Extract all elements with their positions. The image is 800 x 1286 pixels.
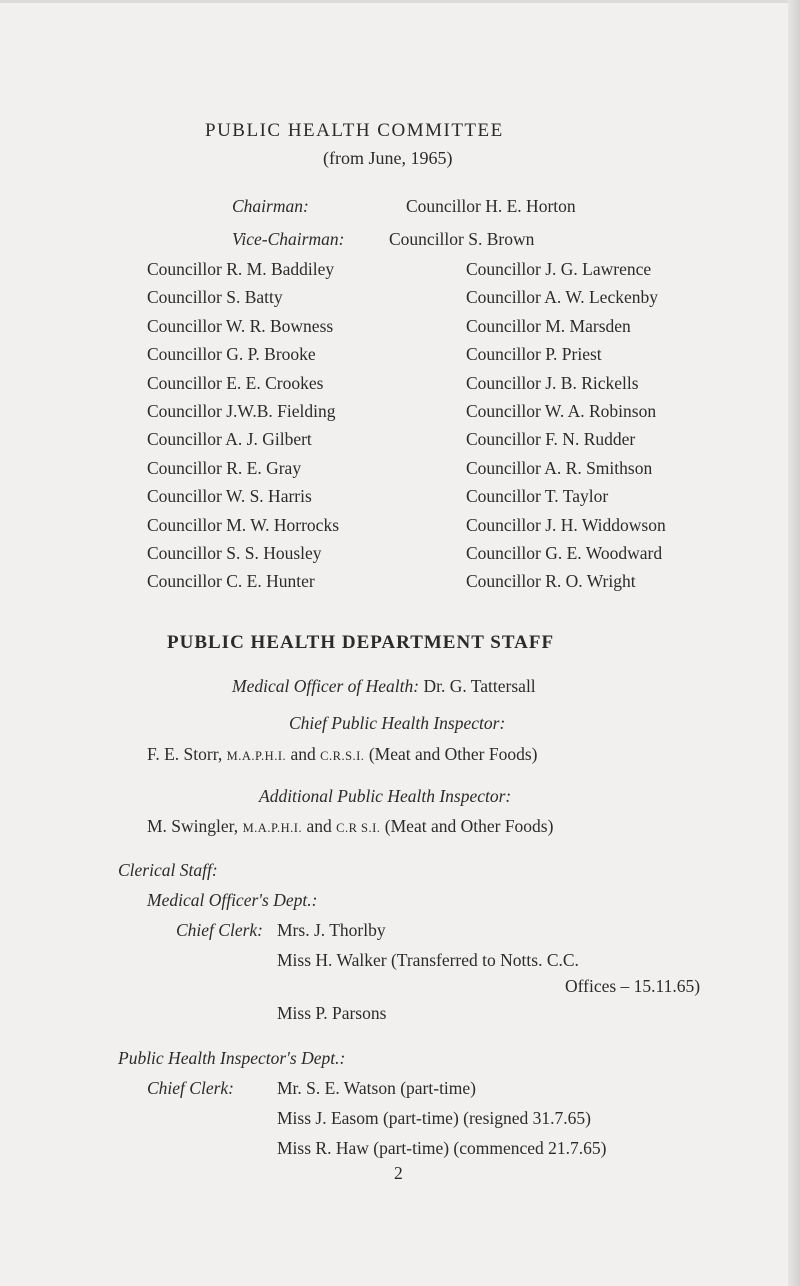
- mo-staff-1: Miss H. Walker (Transferred to Notts. C.C.: [277, 950, 579, 970]
- aphi-name: M. Swingler,: [147, 816, 239, 836]
- page-top-edge: [0, 0, 800, 3]
- member-right: Councillor P. Priest: [466, 344, 602, 365]
- committee-subtitle: (from June, 1965): [323, 148, 453, 168]
- mo-chief-clerk: Mrs. J. Thorlby: [277, 920, 386, 940]
- mo-staff-1-continued: Offices – 15.11.65): [565, 976, 701, 996]
- member-right: Councillor T. Taylor: [466, 486, 609, 507]
- committee-title: PUBLIC HEALTH COMMITTEE: [205, 120, 504, 141]
- member-left: Councillor S. Batty: [147, 287, 283, 308]
- member-right: Councillor A. W. Leckenby: [466, 287, 658, 308]
- vice-chairman-label: Vice-Chairman:: [232, 229, 345, 249]
- members-left-column: [147, 255, 339, 596]
- mo-chief-clerk-label: Chief Clerk:: [176, 920, 263, 940]
- aphi-note: (Meat and Other Foods): [384, 816, 554, 836]
- member-left: Councillor W. R. Bowness: [147, 315, 334, 336]
- cphi-note: (Meat and Other Foods): [368, 744, 538, 764]
- aphi-label: Additional Public Health Inspector:: [259, 786, 512, 806]
- moh-line: [232, 676, 536, 697]
- member-right: Councillor W. A. Robinson: [466, 400, 657, 421]
- member-left: Councillor W. S. Harris: [147, 486, 312, 507]
- aphi-line: [147, 816, 553, 837]
- chairman-label: Chairman:: [232, 196, 309, 216]
- member-left: Councillor G. P. Brooke: [147, 344, 316, 365]
- vice-chairman-name: Councillor S. Brown: [389, 229, 535, 249]
- member-left: Councillor A. J. Gilbert: [147, 429, 312, 450]
- aphi-qualification-2: C.R S.I.: [336, 821, 381, 835]
- cphi-qualification-2: C.R.S.I.: [320, 749, 365, 763]
- phi-dept-label: Public Health Inspector's Dept.:: [118, 1048, 346, 1068]
- cphi-qualification-1: M.A.P.H.I.: [226, 749, 287, 763]
- member-right: Councillor R. O. Wright: [466, 571, 636, 592]
- phi-staff-1: Miss J. Easom (part-time) (resigned 31.7.65): [277, 1108, 591, 1128]
- cphi-and: and: [290, 744, 316, 764]
- member-right: Councillor M. Marsden: [466, 315, 631, 336]
- phi-chief-clerk-label: Chief Clerk:: [147, 1078, 234, 1098]
- member-right: Councillor F. N. Rudder: [466, 429, 636, 450]
- member-right: Councillor J. B. Rickells: [466, 372, 639, 393]
- member-left: Councillor R. E. Gray: [147, 457, 302, 478]
- aphi-and: and: [306, 816, 332, 836]
- moh-name: Dr. G. Tattersall: [423, 676, 536, 696]
- mo-staff-2: Miss P. Parsons: [277, 1003, 387, 1023]
- staff-title: PUBLIC HEALTH DEPARTMENT STAFF: [167, 632, 555, 653]
- member-right: Councillor G. E. Woodward: [466, 542, 663, 563]
- member-right: Councillor A. R. Smithson: [466, 457, 653, 478]
- chairman-name: Councillor H. E. Horton: [406, 196, 576, 216]
- member-left: Councillor M. W. Horrocks: [147, 514, 340, 535]
- page-right-edge: [788, 0, 800, 1286]
- member-left: Councillor C. E. Hunter: [147, 571, 315, 592]
- member-right: Councillor J. H. Widdowson: [466, 514, 666, 535]
- member-left: Councillor E. E. Crookes: [147, 372, 324, 393]
- mo-dept-label: Medical Officer's Dept.:: [147, 890, 318, 910]
- page-number: 2: [394, 1163, 403, 1183]
- members-right-column: [466, 255, 666, 596]
- member-right: Councillor J. G. Lawrence: [466, 259, 652, 279]
- moh-label: Medical Officer of Health:: [232, 676, 420, 696]
- member-left: Councillor J.W.B. Fielding: [147, 400, 336, 421]
- cphi-label: Chief Public Health Inspector:: [289, 713, 506, 733]
- cphi-name: F. E. Storr,: [147, 744, 223, 764]
- aphi-qualification-1: M.A.P.H.I.: [242, 821, 303, 835]
- phi-chief-clerk: Mr. S. E. Watson (part-time): [277, 1078, 477, 1098]
- member-left: Councillor R. M. Baddiley: [147, 259, 335, 279]
- cphi-line: [147, 744, 537, 765]
- phi-staff-2: Miss R. Haw (part-time) (commenced 21.7.65): [277, 1138, 607, 1158]
- clerical-label: Clerical Staff:: [118, 860, 218, 880]
- member-left: Councillor S. S. Housley: [147, 542, 322, 563]
